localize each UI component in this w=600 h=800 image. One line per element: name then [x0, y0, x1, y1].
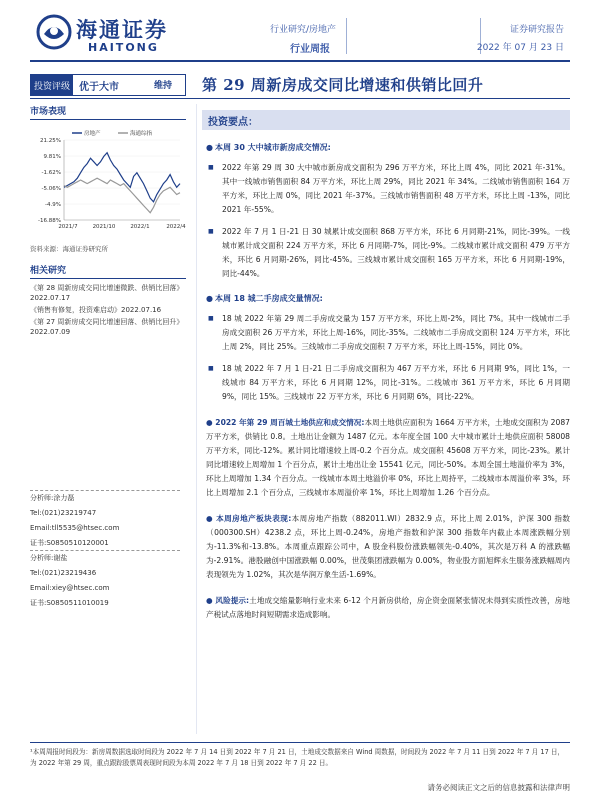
- market-chart-svg: [30, 126, 186, 238]
- bullet-icon: ●: [206, 514, 217, 523]
- paragraph: ● 2022 年第 29 周百城土地供应和成交情况:本周土地供应面积为 1664 万平方米，土地成交面积为 2087 万平方米，供销比 0.8。土地出让金额为 1487 亿元。本年度全国 100 大中城市累计土地供应面积 58008 万平方米，同比-12%。累计同比增速较上周-0.2 个百分点。成交面积 45608 万平方米，同比-23%。累计同比增速较上周增加 1 个百分点，累计土地出让金 15541 亿元，同比-50%。本周全国土地溢价率为 3%，环比上周增加 1.34 个百分点。一线城市本周土地溢价率 0%，环比上周持平，二线城市本周溢价率 3%，环比上周增加 2.1 个百分点，三线城市本周溢价率 1%，环比上周增加 1.26 个百分点。: [206, 418, 571, 497]
- header-rule: [30, 60, 570, 62]
- report-title: 第 29 周新房成交同比增速和供销比回升: [202, 76, 484, 94]
- analyst-card: [30, 550, 180, 611]
- haitong-logo-icon: [36, 14, 72, 50]
- related-item[interactable]: 《第 27 周新房成交同比增速回落、供销比回升》2022.07.09: [30, 318, 184, 336]
- report-date: 2022 年 07 月 23 日: [476, 43, 564, 53]
- x-tick-label: 2021/7: [58, 224, 78, 230]
- chart-source: 资料来源：海通证券研究所: [30, 245, 108, 253]
- rating-label: 投资评级: [31, 75, 73, 95]
- bullet-icon: ●: [206, 596, 216, 605]
- new-house-section: [202, 142, 570, 281]
- disclaimer: 请务必阅读正文之后的信息披露和法律声明: [427, 783, 570, 792]
- x-tick-label: 2022/4: [166, 224, 186, 230]
- analyst-cert: 证书:S0850510120001: [30, 539, 109, 547]
- land-section: [202, 416, 570, 500]
- x-tick-label: 2021/10: [92, 224, 116, 230]
- footnote: ¹本周周报时间段为：新房周数据选取时间段为 2022 年 7 月 14 日到 2022 年 7 月 21 日，土地成交数据来自 Wind 周数据，时间段为 2022 年 7 月 11 日到 2022 年 7 月 17 日，为 2022 年第 29 周，重点跟踪股票周表现时间段为本周 2022 年 7 月 18 日到 2022 年 7 月 22 日。: [30, 748, 565, 767]
- legend-label: 房地产: [84, 131, 101, 137]
- sector-section: [202, 512, 570, 582]
- analyst-tel: Tel:(021)23219747: [30, 509, 97, 517]
- report-category-label: 证券研究报告: [509, 25, 564, 35]
- section-title: ● 本周 18 城二手房成交量情况:: [206, 294, 323, 303]
- paragraph: ■ 2022 年 7 月 1 日-21 日 30 城累计成交面积 868 万平方米，环比 6 月同期-21%，同比-39%。一线城市累计成交面积 224 万平方米，环比 6 月同期-7%，同比-9%。二线城市累计成交面积 479 万平方米，环比 6 月同期-26%，同比-45%。三线城市累计成交面积 165 万平方米，环比 6 月同期-19%，同比-44%。: [202, 225, 570, 281]
- title-rule: [30, 98, 570, 99]
- paragraph: ■ 2022 年第 29 周 30 大中城市新房成交面积为 296 万平方米，环比上周 4%，同比 2021 年-31%。其中一线城市销售面积 84 万平方米，环比上周 29%，同比 2021 年 34%。二线城市销售面积 164 万平方米，环比上周 0%，同比 2021 年-37%。三线城市销售面积 48 万平方米，环比上周 -13%，同比 2021 年-55%。: [202, 161, 570, 217]
- market-heading: 市场表现: [30, 104, 186, 120]
- analyst-card: [30, 490, 180, 551]
- sidebar: [30, 104, 186, 339]
- analyst-name: 分析师:涂力磊: [30, 494, 75, 502]
- bullet-icon: ●: [206, 143, 213, 152]
- analyst-cert: 证书:S0850511010019: [30, 599, 109, 607]
- rating-change: 维持: [154, 81, 173, 91]
- related-item[interactable]: 《销售有修复，投资难启动》2022.07.16: [30, 306, 162, 314]
- section-title: 本周房地产板块表现:: [216, 514, 292, 523]
- logo-english-name: HAITONG: [88, 41, 159, 54]
- paragraph: ● 本周房地产板块表现:本周房地产指数（882011.WI）2832.9 点，环比上周 2.01%，沪深 300 指数（000300.SH）4238.2 点，环比上周-0.24%，房地产指数和沪深 300 指数年内截止本周涨跌幅分别为-11.3%和-13.8%。本周重点跟踪公司中，A 股金科股份涨跌幅领先-0.40%，其次是万科 A 的涨跌幅为-2.91%。港股融创中国涨跌幅 0.00%，世茂集团涨跌幅为 0.00%，物业股方面旭辉永生服务涨跌幅周内表现领先为 1.02%，其次是华润万象生活-1.69%。: [206, 514, 570, 579]
- section-title: ● 本周 30 大中城市新房成交情况:: [206, 143, 331, 152]
- bullet-icon: ●: [206, 294, 213, 303]
- report-header: [0, 0, 600, 62]
- related-item[interactable]: 《第 28 周新房成交同比增速微跌、供销比回落》2022.07.17: [30, 284, 184, 302]
- rating-value: 优于大市: [79, 82, 120, 93]
- market-performance-chart: [30, 126, 186, 238]
- industry-label: 行业研究/房地产: [270, 25, 337, 35]
- series-line: [64, 153, 180, 202]
- column-divider: [196, 104, 197, 734]
- analyst-email[interactable]: Email:tll5535@htsec.com: [30, 524, 120, 532]
- paragraph: ● 风险提示:土地成交缩量影响行业未来 6-12 个月新房供给，房企资金面紧张情况未得到实质性改善，房地产税试点落地时间短期需求造成影响。: [206, 596, 570, 619]
- section-title: 2022 年第 29 周百城土地供应和成交情况:: [215, 418, 365, 427]
- logo-chinese-name: 海通证券: [76, 17, 168, 42]
- analyst-email[interactable]: Email:xiey@htsec.com: [30, 584, 110, 592]
- y-tick-label: 21.25%: [40, 138, 61, 144]
- series-line: [64, 178, 180, 213]
- analyst-name: 分析师:谢盐: [30, 554, 68, 562]
- analyst-tel: Tel:(021)23219436: [30, 569, 97, 577]
- report-type-label: 行业周报: [290, 44, 330, 55]
- header-divider: [346, 18, 347, 54]
- paragraph: ■ 18 城 2022 年第 29 周二手房成交量为 157 万平方米，环比上周-2%，同比 7%。其中一线城市二手房成交面积 26 万平方米，环比上周-16%，同比-35%。二线城市二手房成交面积 124 万平方米，环比上周 2%，同比 25%。三线城市二手房成交面积 7 万平方米，环比上周-15%，同比 0%。: [202, 312, 570, 354]
- haitong-logo: [36, 12, 206, 58]
- y-tick-label: -5.06%: [41, 186, 61, 192]
- y-tick-label: -16.88%: [38, 218, 61, 224]
- risk-section: [202, 594, 570, 622]
- second-hand-section: [202, 293, 570, 404]
- y-tick-label: -4.9%: [45, 202, 61, 208]
- bullet-icon: ●: [206, 418, 216, 427]
- key-points: [202, 110, 570, 622]
- footer-rule: [30, 742, 570, 743]
- section-title: 风险提示:: [215, 596, 250, 605]
- paragraph: ■ 18 城 2022 年 7 月 1 日-21 日二手房成交面积为 467 万平方米，环比 6 月同期 9%，同比 1%，一线城市 84 万平方米，环比 6 月同期 12%，同比-31%。二线城市 361 万平方米，环比 6 月同期 9%，同比 15%。三线城市 22 万平方米，环比 6 月同期 6%，同比-22%。: [202, 362, 570, 404]
- y-tick-label: 9.81%: [43, 154, 61, 160]
- related-heading: 相关研究: [30, 263, 186, 279]
- legend-label: 海通综指: [130, 131, 153, 137]
- key-points-heading: 投资要点：: [202, 110, 570, 130]
- y-tick-label: -1.62%: [41, 170, 61, 176]
- x-tick-label: 2022/1: [130, 224, 150, 230]
- related-research: [30, 263, 186, 337]
